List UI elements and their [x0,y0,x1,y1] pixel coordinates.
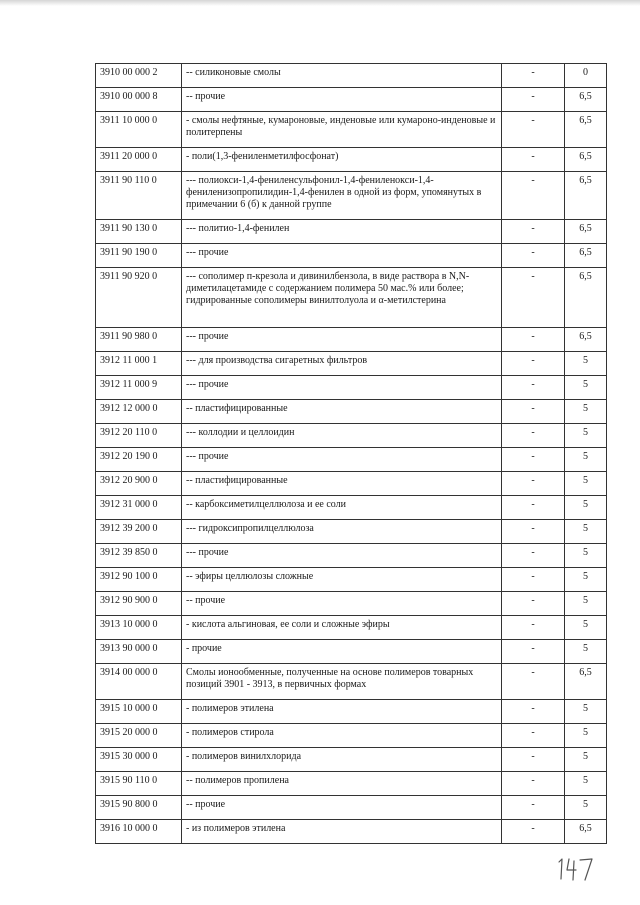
scan-edge-shadow [0,0,640,6]
duty-rate-cell: 5 [565,376,607,400]
hs-code-cell: 3915 10 000 0 [96,700,182,724]
duty-rate-cell: 5 [565,496,607,520]
description-cell: --- прочие [182,244,502,268]
hs-code-cell: 3916 10 000 0 [96,820,182,844]
table-row [96,64,607,88]
description-cell: --- прочие [182,544,502,568]
hs-code-cell: 3912 20 110 0 [96,424,182,448]
hs-code-cell: 3915 30 000 0 [96,748,182,772]
description-cell: -- пластифицированные [182,472,502,496]
table-row [96,88,607,112]
table-row [96,328,607,352]
duty-rate-cell: 5 [565,700,607,724]
hs-code-cell: 3913 90 000 0 [96,640,182,664]
hs-code-cell: 3915 90 110 0 [96,772,182,796]
hs-code-cell: 3915 90 800 0 [96,796,182,820]
description-cell: -- силиконовые смолы [182,64,502,88]
dash-cell: - [502,88,565,112]
hs-code-cell: 3910 00 000 8 [96,88,182,112]
duty-rate-cell: 6,5 [565,172,607,220]
duty-rate-cell: 5 [565,748,607,772]
description-cell: --- прочие [182,376,502,400]
hs-code-cell: 3911 20 000 0 [96,148,182,172]
description-cell: --- прочие [182,328,502,352]
description-cell: Смолы ионообменные, полученные на основе полимеров товарных позиций 3901 - 3913, в первичных формах [182,664,502,700]
duty-rate-cell: 0 [565,64,607,88]
description-cell: - смолы нефтяные, кумароновые, инденовые или кумароно-инденовые и политерпены [182,112,502,148]
dash-cell: - [502,268,565,328]
dash-cell: - [502,244,565,268]
description-cell: - из полимеров этилена [182,820,502,844]
dash-cell: - [502,148,565,172]
table-row [96,352,607,376]
duty-rate-cell: 6,5 [565,820,607,844]
dash-cell: - [502,472,565,496]
table-row [96,424,607,448]
dash-cell: - [502,616,565,640]
duty-rate-cell: 5 [565,472,607,496]
table-row [96,496,607,520]
duty-rate-cell: 5 [565,448,607,472]
duty-rate-cell: 6,5 [565,328,607,352]
duty-rate-cell: 6,5 [565,148,607,172]
hs-code-cell: 3911 10 000 0 [96,112,182,148]
dash-cell: - [502,400,565,424]
table-row [96,640,607,664]
dash-cell: - [502,520,565,544]
description-cell: --- для производства сигаретных фильтров [182,352,502,376]
description-cell: - полимеров винилхлорида [182,748,502,772]
dash-cell: - [502,544,565,568]
dash-cell: - [502,220,565,244]
hs-code-cell: 3914 00 000 0 [96,664,182,700]
description-cell: -- эфиры целлюлозы сложные [182,568,502,592]
hs-code-cell: 3912 90 900 0 [96,592,182,616]
table-row [96,592,607,616]
dash-cell: - [502,328,565,352]
description-cell: -- прочие [182,796,502,820]
table-row [96,724,607,748]
description-cell: --- коллодии и целлоидин [182,424,502,448]
table-row [96,172,607,220]
table-row [96,268,607,328]
hs-code-cell: 3911 90 130 0 [96,220,182,244]
table-row [96,376,607,400]
dash-cell: - [502,700,565,724]
duty-rate-cell: 5 [565,724,607,748]
table-row [96,772,607,796]
table-row [96,748,607,772]
duty-rate-cell: 5 [565,568,607,592]
hs-code-cell: 3911 90 110 0 [96,172,182,220]
duty-rate-cell: 6,5 [565,268,607,328]
dash-cell: - [502,376,565,400]
dash-cell: - [502,820,565,844]
description-cell: --- политио-1,4-фенилен [182,220,502,244]
hs-code-cell: 3912 20 190 0 [96,448,182,472]
hs-code-cell: 3912 12 000 0 [96,400,182,424]
table-row [96,568,607,592]
description-cell: --- гидроксипропилцеллюлоза [182,520,502,544]
table-row [96,472,607,496]
table-row [96,520,607,544]
table-row [96,664,607,700]
dash-cell: - [502,796,565,820]
hs-code-cell: 3912 11 000 9 [96,376,182,400]
duty-rate-cell: 5 [565,352,607,376]
duty-rate-cell: 5 [565,796,607,820]
duty-rate-cell: 5 [565,616,607,640]
description-cell: -- прочие [182,88,502,112]
dash-cell: - [502,496,565,520]
table-row [96,112,607,148]
description-cell: - поли(1,3-фениленметилфосфонат) [182,148,502,172]
dash-cell: - [502,172,565,220]
description-cell: --- прочие [182,448,502,472]
dash-cell: - [502,640,565,664]
description-cell: --- сополимер п-крезола и дивинилбензола, в виде раствора в N,N-диметилацетамиде с содержанием полимера 50 мас.% или более; гидрированные сополимеры винилтолуола и α-метилстерина [182,268,502,328]
hs-code-cell: 3912 20 900 0 [96,472,182,496]
duty-rate-cell: 5 [565,424,607,448]
duty-rate-cell: 5 [565,520,607,544]
description-cell: - прочие [182,640,502,664]
hs-code-cell: 3915 20 000 0 [96,724,182,748]
dash-cell: - [502,592,565,616]
description-cell: -- прочие [182,592,502,616]
description-cell: - полимеров этилена [182,700,502,724]
hs-code-cell: 3912 11 000 1 [96,352,182,376]
dash-cell: - [502,448,565,472]
description-cell: -- карбоксиметилцеллюлоза и ее соли [182,496,502,520]
table-row [96,244,607,268]
duty-rate-cell: 5 [565,640,607,664]
handwritten-page-number [556,855,596,883]
table-row [96,148,607,172]
dash-cell: - [502,772,565,796]
duty-rate-cell: 6,5 [565,112,607,148]
hs-code-cell: 3911 90 190 0 [96,244,182,268]
duty-rate-cell: 5 [565,544,607,568]
table-row [96,400,607,424]
duty-rate-cell: 5 [565,772,607,796]
dash-cell: - [502,424,565,448]
description-cell: --- полиокси-1,4-фениленсульфонил-1,4-фениленокси-1,4-фениленизопропилидин-1,4-фенилен в одной из форм, упомянутых в примечании 6 (б) к данной группе [182,172,502,220]
description-cell: -- полимеров пропилена [182,772,502,796]
description-cell: - полимеров стирола [182,724,502,748]
duty-rate-cell: 5 [565,400,607,424]
tariff-table [95,63,607,844]
hs-code-cell: 3911 90 980 0 [96,328,182,352]
hs-code-cell: 3912 39 200 0 [96,520,182,544]
duty-rate-cell: 6,5 [565,220,607,244]
hs-code-cell: 3913 10 000 0 [96,616,182,640]
dash-cell: - [502,568,565,592]
table-row [96,448,607,472]
hs-code-cell: 3912 39 850 0 [96,544,182,568]
table-row [96,700,607,724]
duty-rate-cell: 6,5 [565,244,607,268]
hs-code-cell: 3912 31 000 0 [96,496,182,520]
duty-rate-cell: 6,5 [565,664,607,700]
dash-cell: - [502,724,565,748]
description-cell: -- пластифицированные [182,400,502,424]
duty-rate-cell: 6,5 [565,88,607,112]
duty-rate-cell: 5 [565,592,607,616]
dash-cell: - [502,748,565,772]
table-row [96,544,607,568]
dash-cell: - [502,64,565,88]
table-row [96,796,607,820]
description-cell: - кислота альгиновая, ее соли и сложные эфиры [182,616,502,640]
table-row [96,220,607,244]
dash-cell: - [502,664,565,700]
hs-code-cell: 3912 90 100 0 [96,568,182,592]
table-row [96,820,607,844]
hs-code-cell: 3910 00 000 2 [96,64,182,88]
dash-cell: - [502,352,565,376]
table-row [96,616,607,640]
hs-code-cell: 3911 90 920 0 [96,268,182,328]
dash-cell: - [502,112,565,148]
